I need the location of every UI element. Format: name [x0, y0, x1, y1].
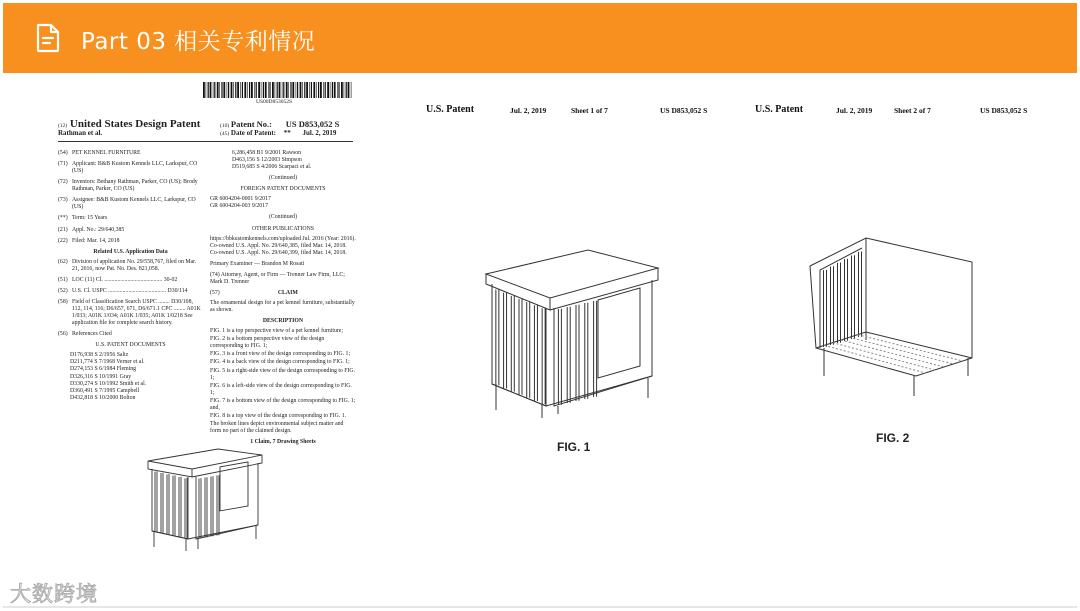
us-doc-ref: D360,491 S 7/1995 Campbell: [70, 387, 140, 394]
us-doc-ref: D330,274 S 10/1992 Smith et al.: [70, 380, 147, 387]
description-heading: DESCRIPTION: [262, 318, 304, 325]
description-line: The broken lines depict environmental subject matter and form no part of the claimed design.: [210, 420, 344, 434]
description-line: FIG. 6 is a left-side view of the design corresponding to FIG. 1;: [210, 382, 352, 396]
us-doc-ref: D463,156 S 12/2003 Simpson: [232, 157, 302, 164]
watermark-text: 大数跨境: [10, 582, 98, 606]
us-docs-heading: U.S. PATENT DOCUMENTS: [95, 342, 166, 349]
foreign-heading: FOREIGN PATENT DOCUMENTS: [240, 186, 326, 193]
claim-heading: (57) CLAIM: [210, 289, 298, 296]
sheet-1-patent-label: U.S. Patent: [426, 104, 475, 115]
patent-front-page: [58, 82, 358, 446]
description-line: FIG. 5 is a right-side view of the design corresponding to FIG. 1;: [210, 367, 356, 381]
patent-field: (54) PET KENNEL FURNITURE: [58, 150, 141, 156]
description-line: FIG. 3 is a front view of the design corresponding to FIG. 1;: [210, 351, 351, 358]
patent-right-column: [210, 150, 356, 449]
related-field: (56) References Cited: [58, 331, 112, 338]
related-heading: Related U.S. Application Data: [93, 248, 168, 255]
related-field: (62) Division of application No. 29/558,767, filed on Mar. 21, 2016, now Pat. No. Des. 821,058.: [58, 258, 197, 272]
us-doc-ref: D211,774 S 7/1968 Verner et al.: [70, 359, 145, 366]
us-doc-ref: D326,316 S 10/1991 Gray: [70, 373, 132, 380]
watermark-logo: [10, 578, 98, 608]
continued-1: (Continued): [268, 175, 297, 182]
us-doc-ref: 6,286,458 B1 9/2001 Rawson: [232, 150, 302, 156]
attorney: (74) Attorney, Agent, or Firm — Trenner Law Firm, LLC; Mark D. Trenner: [210, 271, 345, 285]
barcode-number: US00D853052S: [256, 99, 293, 105]
other-publications: https://bbkustomkennels.com/uploaded Jul. 2016 (Year: 2016). Co-owned U.S. Appl. No. 29/640,385, filed Mar. 14, 2018. Co-owned U.S. Appl. No. 29/640,399, filed Mar. 14, 2018.: [210, 235, 356, 256]
patent-field: (21) Appl. No.: 29/640,385: [58, 226, 125, 233]
foreign-doc-ref: GR 6004204-0001 9/2017: [210, 196, 271, 203]
related-field: (58) Field of Classification Search USPC ........ D30/108, 112, 114, 116; D6/657, 671, D6/671.1 CPC ........ A01K 1/033; A01K 1/034; A01K 1/035; A01K 1/0218 See application file for complete search history.: [58, 298, 201, 327]
continued-2: (Continued): [268, 214, 297, 221]
us-doc-ref: D519,685 S 4/2006 Scarpaci et al.: [232, 164, 312, 171]
related-field: (51) LOC (11) Cl. ........................................ 30-02: [58, 276, 178, 283]
us-doc-ref: D274,153 S 6/1984 Fleming: [70, 366, 137, 373]
patent-date: (45) Date of Patent: ** Jul. 2, 2019: [220, 129, 337, 137]
patent-inventor-line: Rathman et al.: [58, 129, 103, 137]
header-bar: [3, 3, 1077, 73]
kennel-front-drawing: [140, 435, 270, 553]
sheet-2-patent-label: U.S. Patent: [755, 104, 804, 115]
patent-doc-type: (12) United States Design Patent: [58, 118, 201, 130]
claim-text: The ornamental design for a pet kennel furniture, substantially as shown.: [210, 300, 355, 314]
description-line: FIG. 1 is a top perspective view of a pet kennel furniture;: [210, 328, 343, 335]
us-doc-ref: D176,938 S 2/1956 Saltz: [70, 352, 129, 359]
fig-1-label: FIG. 1: [557, 440, 591, 454]
description-line: FIG. 2 is a bottom perspective view of the design corresponding to FIG. 1;: [210, 336, 325, 350]
sheet-2-sheet: Sheet 2 of 7: [894, 106, 931, 115]
bottom-divider: [3, 606, 1077, 608]
patent-field: (73) Assignee: B&B Kustom Kennels LLC, Larkspur, CO (US): [58, 197, 196, 211]
us-doc-ref: D432,818 S 10/2000 Bolton: [70, 394, 136, 401]
description-line: FIG. 4 is a back view of the design corresponding to FIG. 1;: [210, 359, 350, 366]
sheet-2-number: US D853,052 S: [980, 106, 1028, 115]
patent-field: (72) Inventors: Bethany Rathman, Parker, CO (US); Brody Rathman, Parker, CO (US): [58, 179, 198, 193]
sheet-2-date: Jul. 2, 2019: [836, 106, 873, 115]
related-field: (52) U.S. Cl. USPC ........................................ D30/114: [58, 287, 188, 294]
fig-2-label: FIG. 2: [876, 431, 910, 445]
header-rule: [58, 141, 353, 142]
other-heading: OTHER PUBLICATIONS: [252, 225, 314, 232]
examiner: Primary Examiner — Brandon M Rosati: [210, 260, 305, 267]
patent-field: (**) Term: 15 Years: [58, 215, 108, 222]
description-line: FIG. 8 is a top view of the design corresponding to FIG. 1.: [210, 412, 347, 419]
patent-left-column: [58, 150, 203, 402]
fig-1-drawing: [480, 238, 660, 418]
foreign-doc-ref: GR 6004204-003 9/2017: [210, 203, 268, 210]
document-icon: [35, 23, 61, 58]
claims-summary: 1 Claim, 7 Drawing Sheets: [250, 439, 316, 446]
sheet-1-sheet: Sheet 1 of 7: [571, 106, 608, 115]
patent-field: (22) Filed: Mar. 14, 2018: [58, 237, 120, 244]
patent-number: (10) Patent No.: US D853,052 S: [220, 119, 340, 129]
description-line: FIG. 7 is a bottom view of the design corresponding to FIG. 1; and,: [210, 397, 356, 411]
patent-field: (71) Applicant: B&B Kustom Kennels LLC, Larkspur, CO (US): [58, 161, 198, 175]
barcode: [203, 82, 353, 98]
sheet-1-date: Jul. 2, 2019: [510, 106, 547, 115]
sheet-1-number: US D853,052 S: [660, 106, 708, 115]
page-title: Part 03 相关专利情况: [81, 29, 316, 55]
fig-2-drawing: [806, 236, 978, 406]
